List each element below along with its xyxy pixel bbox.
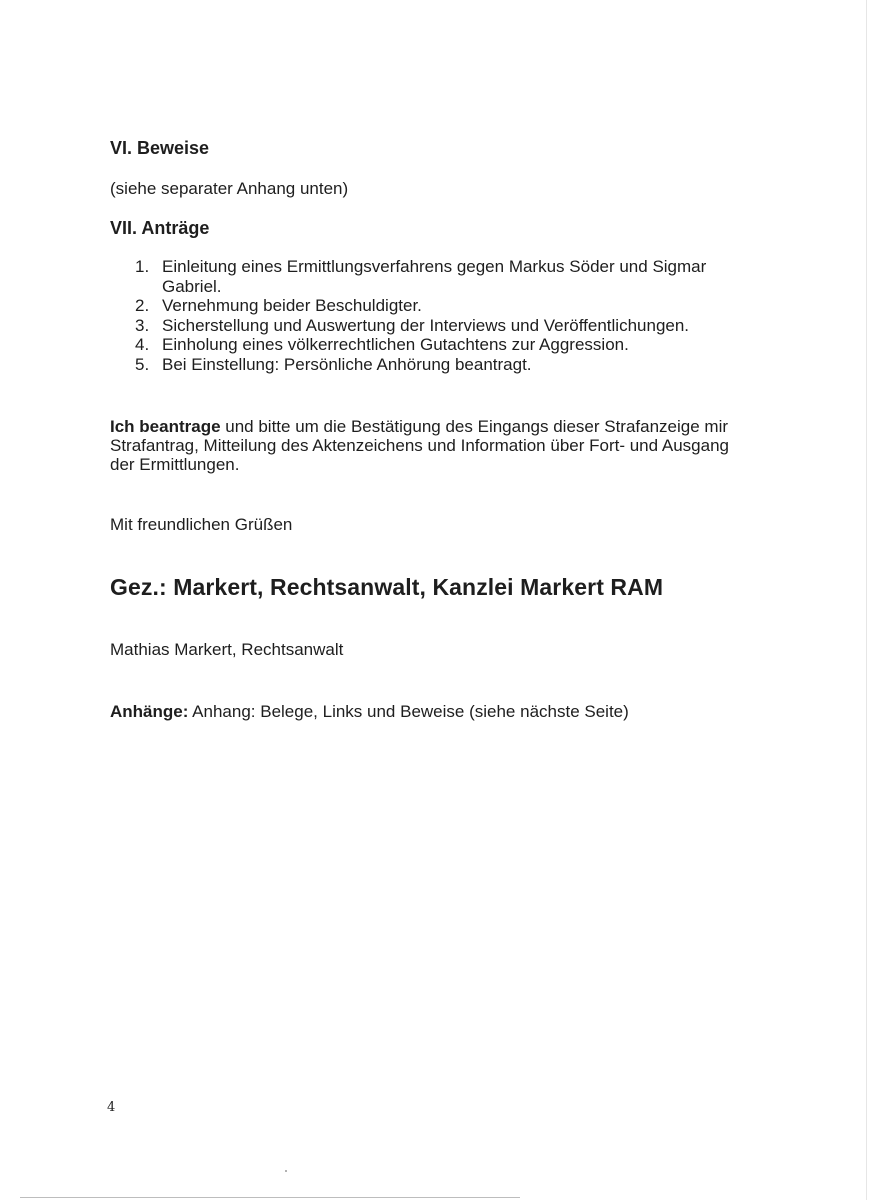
list-item-number: 3. <box>135 315 150 335</box>
list-item-number: 1. <box>135 257 150 276</box>
signer-name: Mathias Markert, Rechtsanwalt <box>110 640 344 659</box>
requests-list <box>110 257 750 374</box>
list-item-text: Sicherstellung und Auswertung der Interviews und Veröffentlichungen. <box>162 315 690 335</box>
attachments-text: Anhang: Belege, Links und Beweise (siehe nächste Seite) <box>188 702 629 721</box>
list-item-text: Bei Einstellung: Persönliche Anhörung beantragt. <box>162 354 532 374</box>
scan-edge-bottom <box>20 1197 520 1198</box>
section-vii-heading: VII. Anträge <box>110 218 210 238</box>
list-item <box>110 355 722 375</box>
list-item-text: Einleitung eines Ermittlungsverfahrens gegen Markus Söder und Sigmar Gabriel. <box>162 257 707 296</box>
page-number: 4 <box>107 1100 116 1115</box>
list-item-number: 2. <box>135 296 150 315</box>
scan-speck <box>285 1170 287 1172</box>
closing-greeting: Mit freundlichen Grüßen <box>110 515 293 534</box>
list-item <box>110 257 722 296</box>
signature-line: Gez.: Markert, Rechtsanwalt, Kanzlei Markert RAM <box>110 574 664 600</box>
request-paragraph <box>110 417 750 474</box>
list-item-text: Einholung eines völkerrechtlichen Gutachtens zur Aggression. <box>162 335 629 354</box>
list-item-text: Vernehmung beider Beschuldigter. <box>162 296 422 315</box>
list-item <box>110 335 722 355</box>
attachments-line <box>110 702 629 721</box>
list-item-number: 5. <box>135 354 150 374</box>
attachments-label: Anhänge: <box>110 702 189 721</box>
request-paragraph-lead: Ich beantrage <box>110 417 221 436</box>
request-paragraph-text: und bitte um die Bestätigung des Eingangs dieser Strafanzeige mir Strafantrag, Mitteilung des Aktenzeichens und Information über Fort- und Ausgang der Ermittlungen. <box>110 417 729 474</box>
scan-edge-right <box>866 0 867 1200</box>
section-vi-text: (siehe separater Anhang unten) <box>110 179 349 198</box>
list-item-number: 4. <box>135 335 150 354</box>
list-item <box>110 296 722 316</box>
section-vi-heading: VI. Beweise <box>110 138 210 158</box>
list-item <box>110 316 722 336</box>
